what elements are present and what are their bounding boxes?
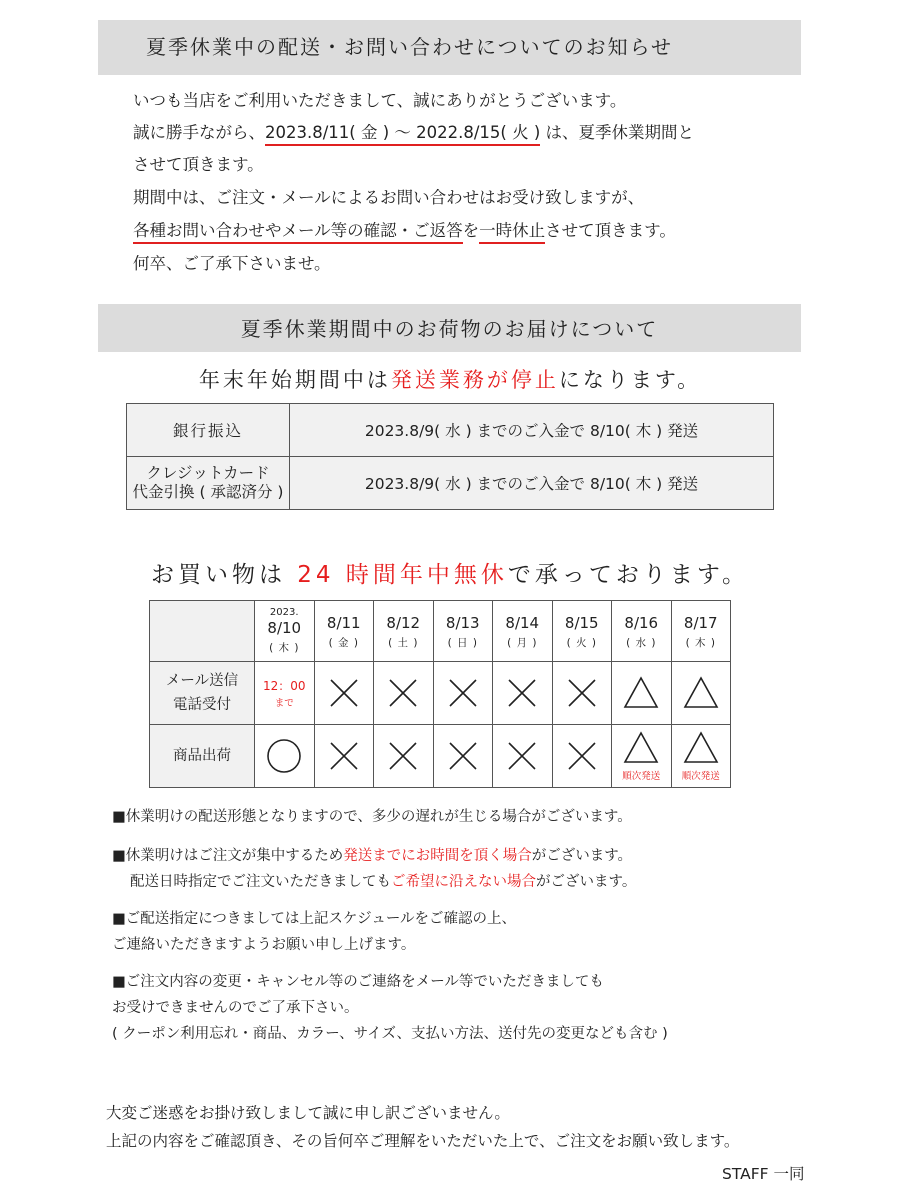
cross-mark-icon — [325, 738, 363, 774]
payment-label-card-line2: 代金引換 ( 承認済分 ) — [132, 483, 284, 501]
notice-line-5-mid: を — [462, 221, 480, 240]
notice-line-2 — [133, 121, 694, 145]
schedule-mark-cell — [374, 725, 434, 788]
open-24h-post: で承っております。 — [507, 562, 750, 588]
cross-mark-icon — [325, 675, 363, 711]
date-cell — [433, 601, 493, 662]
schedule-mark-cell — [552, 662, 612, 725]
note-2-pre: ■休業明けはご注文が集中するため — [112, 848, 344, 864]
triangle-mark-icon — [622, 730, 660, 766]
cross-mark-icon — [384, 738, 422, 774]
triangle-mark-icon — [682, 675, 720, 711]
sequential-shipping-note: 順次発送 — [622, 771, 661, 782]
note-3 — [130, 868, 636, 896]
shipping-stop-red: 発送業務が停止 — [390, 368, 559, 392]
weekday-label: ( 木 ) — [269, 642, 300, 654]
notice-line-1: いつも当店をご利用いただきまして、誠にありがとうございます。 — [133, 91, 627, 110]
triangle-mark-icon — [682, 730, 720, 766]
weekday-label: ( 水 ) — [626, 636, 657, 649]
date-cell — [612, 601, 672, 662]
triangle-mark-icon — [622, 675, 660, 711]
payment-table — [126, 403, 774, 510]
note-4-line2: ご連絡いただきますようお願い申し上げます。 — [112, 937, 416, 953]
payment-row-card — [127, 457, 774, 510]
schedule-mark-cell — [552, 725, 612, 788]
schedule-mark-cell — [255, 725, 315, 788]
schedule-mark-cell — [612, 662, 672, 725]
date-label: 8/14 — [505, 613, 540, 632]
note-3-pre: 配送日時指定でご注文いただきましても — [130, 874, 391, 890]
row-label-shipping: 商品出荷 — [150, 725, 255, 788]
schedule-mark-cell — [314, 662, 374, 725]
payment-label-card-line1: クレジットカード — [146, 464, 270, 482]
date-cell — [314, 601, 374, 662]
weekday-label: ( 月 ) — [507, 636, 538, 649]
schedule-cell-time — [255, 662, 315, 725]
note-4-line1: ■ご配送指定につきましては上記スケジュールをご確認の上、 — [112, 911, 517, 927]
date-label: 8/16 — [624, 613, 659, 632]
open-24h-heading — [0, 556, 900, 589]
note-2-post: がございます。 — [531, 848, 633, 864]
row-label-contact — [150, 662, 255, 725]
cross-mark-icon — [503, 738, 541, 774]
sequential-shipping-note: 順次発送 — [681, 771, 720, 782]
schedule-mark-cell — [314, 725, 374, 788]
circle-mark-icon — [265, 738, 303, 774]
weekday-label: ( 木 ) — [685, 636, 716, 649]
cutoff-time: 12：00 — [262, 679, 306, 693]
note-3-post: がございます。 — [536, 874, 637, 890]
open-24h-pre: お買い物は — [150, 562, 298, 588]
payment-label-bank: 銀行振込 — [127, 404, 290, 457]
cross-mark-icon — [563, 675, 601, 711]
temporary-pause-text: 一時休止 — [479, 221, 545, 244]
cross-mark-icon — [563, 738, 601, 774]
weekday-label: ( 日 ) — [447, 636, 478, 649]
closing-request: 上記の内容をご確認頂き、その旨何卒ご理解をいただいた上で、ご注文をお願い致します。 — [106, 1132, 740, 1150]
schedule-mark-cell — [612, 725, 672, 788]
schedule-mark-cell — [493, 725, 553, 788]
note-3-red: ご希望に沿えない場合 — [391, 874, 536, 890]
note-2-red: 発送までにお時間を頂く場合 — [343, 848, 532, 864]
payment-value-bank: 2023.8/9( 水 ) までのご入金で 8/10( 木 ) 発送 — [290, 404, 774, 457]
open-24h-red: 24 時間年中無休 — [297, 562, 508, 588]
weekday-label: ( 金 ) — [328, 636, 359, 649]
cutoff-note: まで — [274, 698, 294, 709]
date-label: 8/12 — [386, 613, 421, 632]
weekday-label: ( 火 ) — [566, 636, 597, 649]
schedule-row-shipping — [150, 725, 731, 788]
payment-label-card — [127, 457, 290, 510]
notice-line-2-pre: 誠に勝手ながら、 — [133, 123, 265, 142]
cross-mark-icon — [384, 675, 422, 711]
notice-line-5-post: させて頂きます。 — [545, 221, 676, 240]
date-cell — [374, 601, 434, 662]
date-label: 8/17 — [683, 613, 718, 632]
shipping-stop-pre: 年末年始期間中は — [198, 368, 391, 392]
weekday-label: ( 土 ) — [388, 636, 419, 649]
delivery-banner-title: 夏季休業期間中のお荷物のお届けについて — [98, 304, 801, 352]
schedule-mark-cell — [374, 662, 434, 725]
schedule-mark-cell — [433, 725, 493, 788]
date-label: 8/13 — [445, 613, 480, 632]
date-label: 8/15 — [564, 613, 599, 632]
note-5-line1: ■ご注文内容の変更・キャンセル等のご連絡をメール等でいただきましても — [112, 974, 604, 990]
notice-line-3: させて頂きます。 — [133, 155, 264, 174]
date-cell — [255, 601, 315, 662]
notice-line-4: 期間中は、ご注文・メールによるお問い合わせはお受け致しますが、 — [133, 188, 645, 207]
date-label: 8/10 — [267, 619, 302, 637]
inquiry-pause-text: 各種お問い合わせやメール等の確認・ご返答 — [133, 221, 463, 244]
schedule-mark-cell — [433, 662, 493, 725]
shipping-stop-post: になります。 — [558, 368, 702, 392]
notice-line-6: 何卒、ご了承下さいませ。 — [133, 254, 331, 273]
row-label-contact-line2: 電話受付 — [173, 697, 231, 713]
shipping-stop-heading — [0, 364, 900, 394]
note-5-line3: ( クーポン利用忘れ・商品、カラー、サイズ、支払い方法、送付先の変更なども含む ) — [112, 1026, 668, 1042]
note-1: ■休業明けの配送形態となりますので、多少の遅れが生じる場合がございます。 — [112, 809, 632, 825]
schedule-header-row — [150, 601, 731, 662]
schedule-mark-cell — [493, 662, 553, 725]
schedule-corner-cell — [150, 601, 255, 662]
year-label: 2023. — [269, 607, 299, 618]
schedule-row-contact — [150, 662, 731, 725]
date-cell — [552, 601, 612, 662]
row-label-contact-line1: メール送信 — [165, 673, 239, 689]
schedule-table — [149, 600, 731, 788]
schedule-mark-cell — [671, 725, 731, 788]
cross-mark-icon — [444, 738, 482, 774]
date-cell — [671, 601, 731, 662]
notice-banner-title: 夏季休業中の配送・お問い合わせについてのお知らせ — [98, 20, 801, 75]
cross-mark-icon — [503, 675, 541, 711]
closing-apology: 大変ご迷惑をお掛け致しまして誠に申し訳ございません。 — [106, 1104, 510, 1122]
note-5-line2: お受けできませんのでご了承下さい。 — [112, 1000, 359, 1016]
notice-line-5 — [133, 219, 676, 243]
date-cell — [493, 601, 553, 662]
date-label: 8/11 — [326, 613, 361, 632]
note-2 — [112, 842, 632, 870]
notice-line-2-post: は、夏季休業期間と — [540, 123, 695, 142]
payment-value-card: 2023.8/9( 水 ) までのご入金で 8/10( 木 ) 発送 — [290, 457, 774, 510]
cross-mark-icon — [444, 675, 482, 711]
schedule-mark-cell — [671, 662, 731, 725]
payment-row-bank — [127, 404, 774, 457]
staff-signature: STAFF 一同 — [722, 1165, 805, 1183]
holiday-period: 2023.8/11( 金 ) 〜 2022.8/15( 火 ) — [265, 123, 540, 146]
